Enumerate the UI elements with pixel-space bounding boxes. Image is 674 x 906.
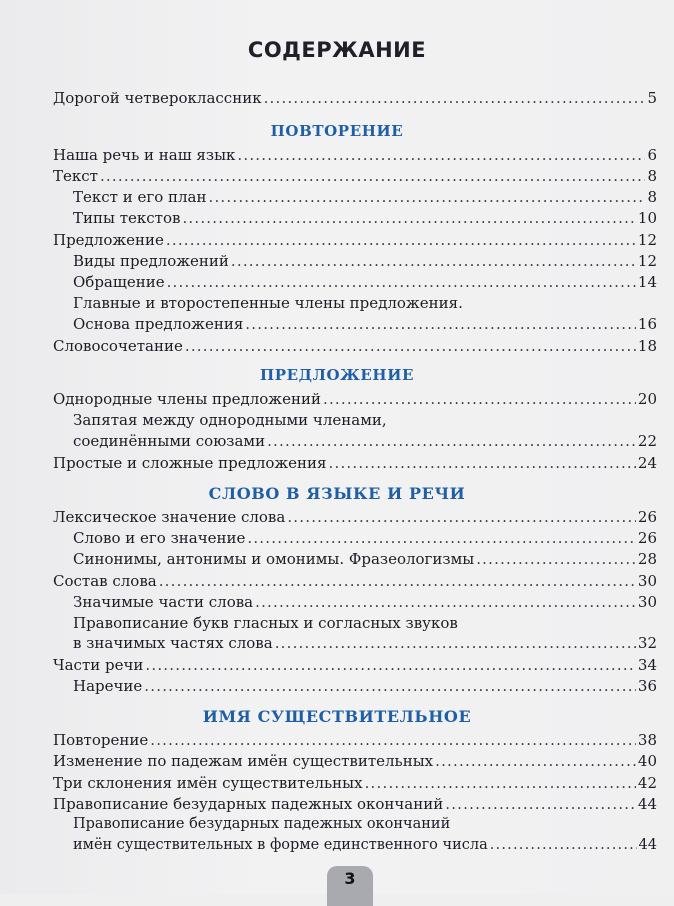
toc-entry (73, 634, 657, 652)
toc-entry (53, 508, 657, 526)
toc-entry-text: Три склонения имён существительных (53, 774, 363, 792)
leader-dots (167, 273, 636, 291)
toc-entry (53, 752, 657, 770)
toc-entry-page: 24 (637, 454, 657, 472)
leader-dots (182, 209, 635, 227)
toc-entry-text: Виды предложений (73, 252, 229, 270)
leader-dots (245, 315, 636, 333)
toc-entry-page: 30 (637, 572, 657, 590)
toc-entry-text: Дорогой четвероклассник (53, 89, 262, 107)
toc-entry (73, 432, 657, 450)
leader-dots (144, 677, 636, 695)
toc-entry (53, 167, 657, 185)
toc-entry-page: 22 (637, 432, 657, 450)
leader-dots (476, 550, 636, 568)
leader-dots (329, 454, 636, 472)
toc-entry-text: Слово и его значение (73, 529, 246, 547)
toc-entry-page: 10 (637, 209, 657, 227)
toc-entry-text: Наречие (73, 677, 143, 695)
page-number-badge: 3 (327, 866, 373, 906)
toc-entry (53, 656, 657, 674)
toc-entry (73, 315, 657, 333)
section-heading: СЛОВО В ЯЗЫКЕ И РЕЧИ (208, 484, 466, 503)
toc-entry-page: 44 (637, 795, 657, 813)
toc-entry (73, 188, 657, 206)
leader-dots (150, 731, 636, 749)
toc-entry-text: Предложение (53, 231, 164, 249)
toc-entry-text: Словосочетание (53, 337, 183, 355)
section-heading: ПОВТОРЕНИЕ (270, 122, 404, 140)
leader-dots (145, 656, 636, 674)
leader-dots (435, 752, 636, 770)
leader-dots (255, 593, 636, 611)
toc-entry-text: Синонимы, антонимы и омонимы. Фразеологизмы (73, 550, 475, 568)
leader-dots (275, 634, 636, 652)
toc-entry (53, 774, 657, 792)
toc-entry-text: Состав слова (53, 572, 157, 590)
toc-entry-page: 32 (637, 634, 657, 652)
toc-entry-text: Части речи (53, 656, 144, 674)
toc-entry-text: Правописание букв гласных и согласных звуков (73, 614, 458, 632)
leader-dots (490, 837, 637, 853)
leader-dots (445, 795, 636, 813)
page-title: СОДЕРЖАНИЕ (247, 38, 427, 62)
toc-entry-text: Значимые части слова (73, 593, 254, 611)
toc-entry-page: 6 (647, 146, 657, 164)
toc-entry-text: Повторение (53, 731, 149, 749)
toc-entry-page: 40 (637, 752, 657, 770)
toc-entry-page: 36 (637, 677, 657, 695)
toc-entry-page: 44 (638, 837, 657, 853)
leader-dots (166, 231, 636, 249)
section-heading: ПРЕДЛОЖЕНИЕ (259, 366, 415, 384)
leader-dots (185, 337, 636, 355)
toc-entry-page: 12 (637, 252, 657, 270)
toc-entry (73, 593, 657, 611)
toc-entry-page: 26 (637, 508, 657, 526)
toc-entry (53, 390, 657, 408)
toc-entry-text: Правописание безударных падежных окончаний (53, 795, 444, 813)
toc-entry-page: 38 (637, 731, 657, 749)
toc-entry-text: Типы текстов (73, 209, 181, 227)
toc-entry-text: Правописание безударных падежных окончаний (73, 816, 451, 832)
toc-entry-page: 18 (637, 337, 657, 355)
toc-entry-text: Лексическое значение слова (53, 508, 286, 526)
toc-entry-text: имён существительных в форме единственного числа (73, 837, 488, 853)
toc-entry-text: Обращение (73, 273, 165, 291)
toc-entry-page: 28 (637, 550, 657, 568)
leader-dots (323, 390, 636, 408)
toc-entry-page: 30 (637, 593, 657, 611)
section-heading: ИМЯ СУЩЕСТВИТЕЛЬНОЕ (202, 707, 472, 726)
toc-entry-page: 16 (637, 315, 657, 333)
toc-entry-page: 26 (637, 529, 657, 547)
leader-dots (237, 146, 645, 164)
leader-dots (264, 89, 646, 107)
leader-dots (159, 572, 636, 590)
toc-entry-page: 8 (647, 188, 657, 206)
toc-entry-text: Текст (53, 167, 98, 185)
toc-entry (73, 273, 657, 291)
toc-entry-page: 14 (637, 273, 657, 291)
toc-entry-text: Основа предложения (73, 315, 244, 333)
toc-entry-text: Главные и второстепенные члены предложения. (73, 294, 463, 312)
toc-entry-page: 8 (647, 167, 657, 185)
leader-dots (209, 188, 646, 206)
leader-dots (267, 432, 636, 450)
toc-entry (73, 677, 657, 695)
toc-entry (73, 550, 657, 568)
toc-entry-page: 42 (637, 774, 657, 792)
toc-entry-page: 12 (637, 231, 657, 249)
toc-entry (53, 454, 657, 472)
leader-dots (365, 774, 636, 792)
leader-dots (287, 508, 636, 526)
toc-entry (53, 89, 657, 107)
toc-entry (73, 209, 657, 227)
toc-entry-text: Запятая между однородными членами, (73, 411, 387, 429)
toc-entry-text: Текст и его план (73, 188, 207, 206)
toc-entry-page: 5 (647, 89, 657, 107)
toc-entry (53, 231, 657, 249)
toc-entry-page: 34 (637, 656, 657, 674)
leader-dots (100, 167, 645, 185)
toc-entry-page: 20 (637, 390, 657, 408)
toc-entry (53, 572, 657, 590)
toc-entry (73, 837, 657, 853)
toc-entry-text: соединёнными союзами (73, 432, 266, 450)
toc-entry (53, 146, 657, 164)
toc-entry-text: в значимых частях слова (73, 634, 273, 652)
leader-dots (231, 252, 636, 270)
toc-entry-text: Изменение по падежам имён существительных (53, 752, 434, 770)
toc-entry (73, 529, 657, 547)
toc-entry (53, 731, 657, 749)
toc-entry-text: Наша речь и наш язык (53, 146, 236, 164)
toc-entry-text: Однородные члены предложений (53, 390, 321, 408)
leader-dots (247, 529, 636, 547)
toc-entry (53, 337, 657, 355)
toc-entry (73, 252, 657, 270)
toc-entry-text: Простые и сложные предложения (53, 454, 327, 472)
toc-entry (53, 795, 657, 813)
